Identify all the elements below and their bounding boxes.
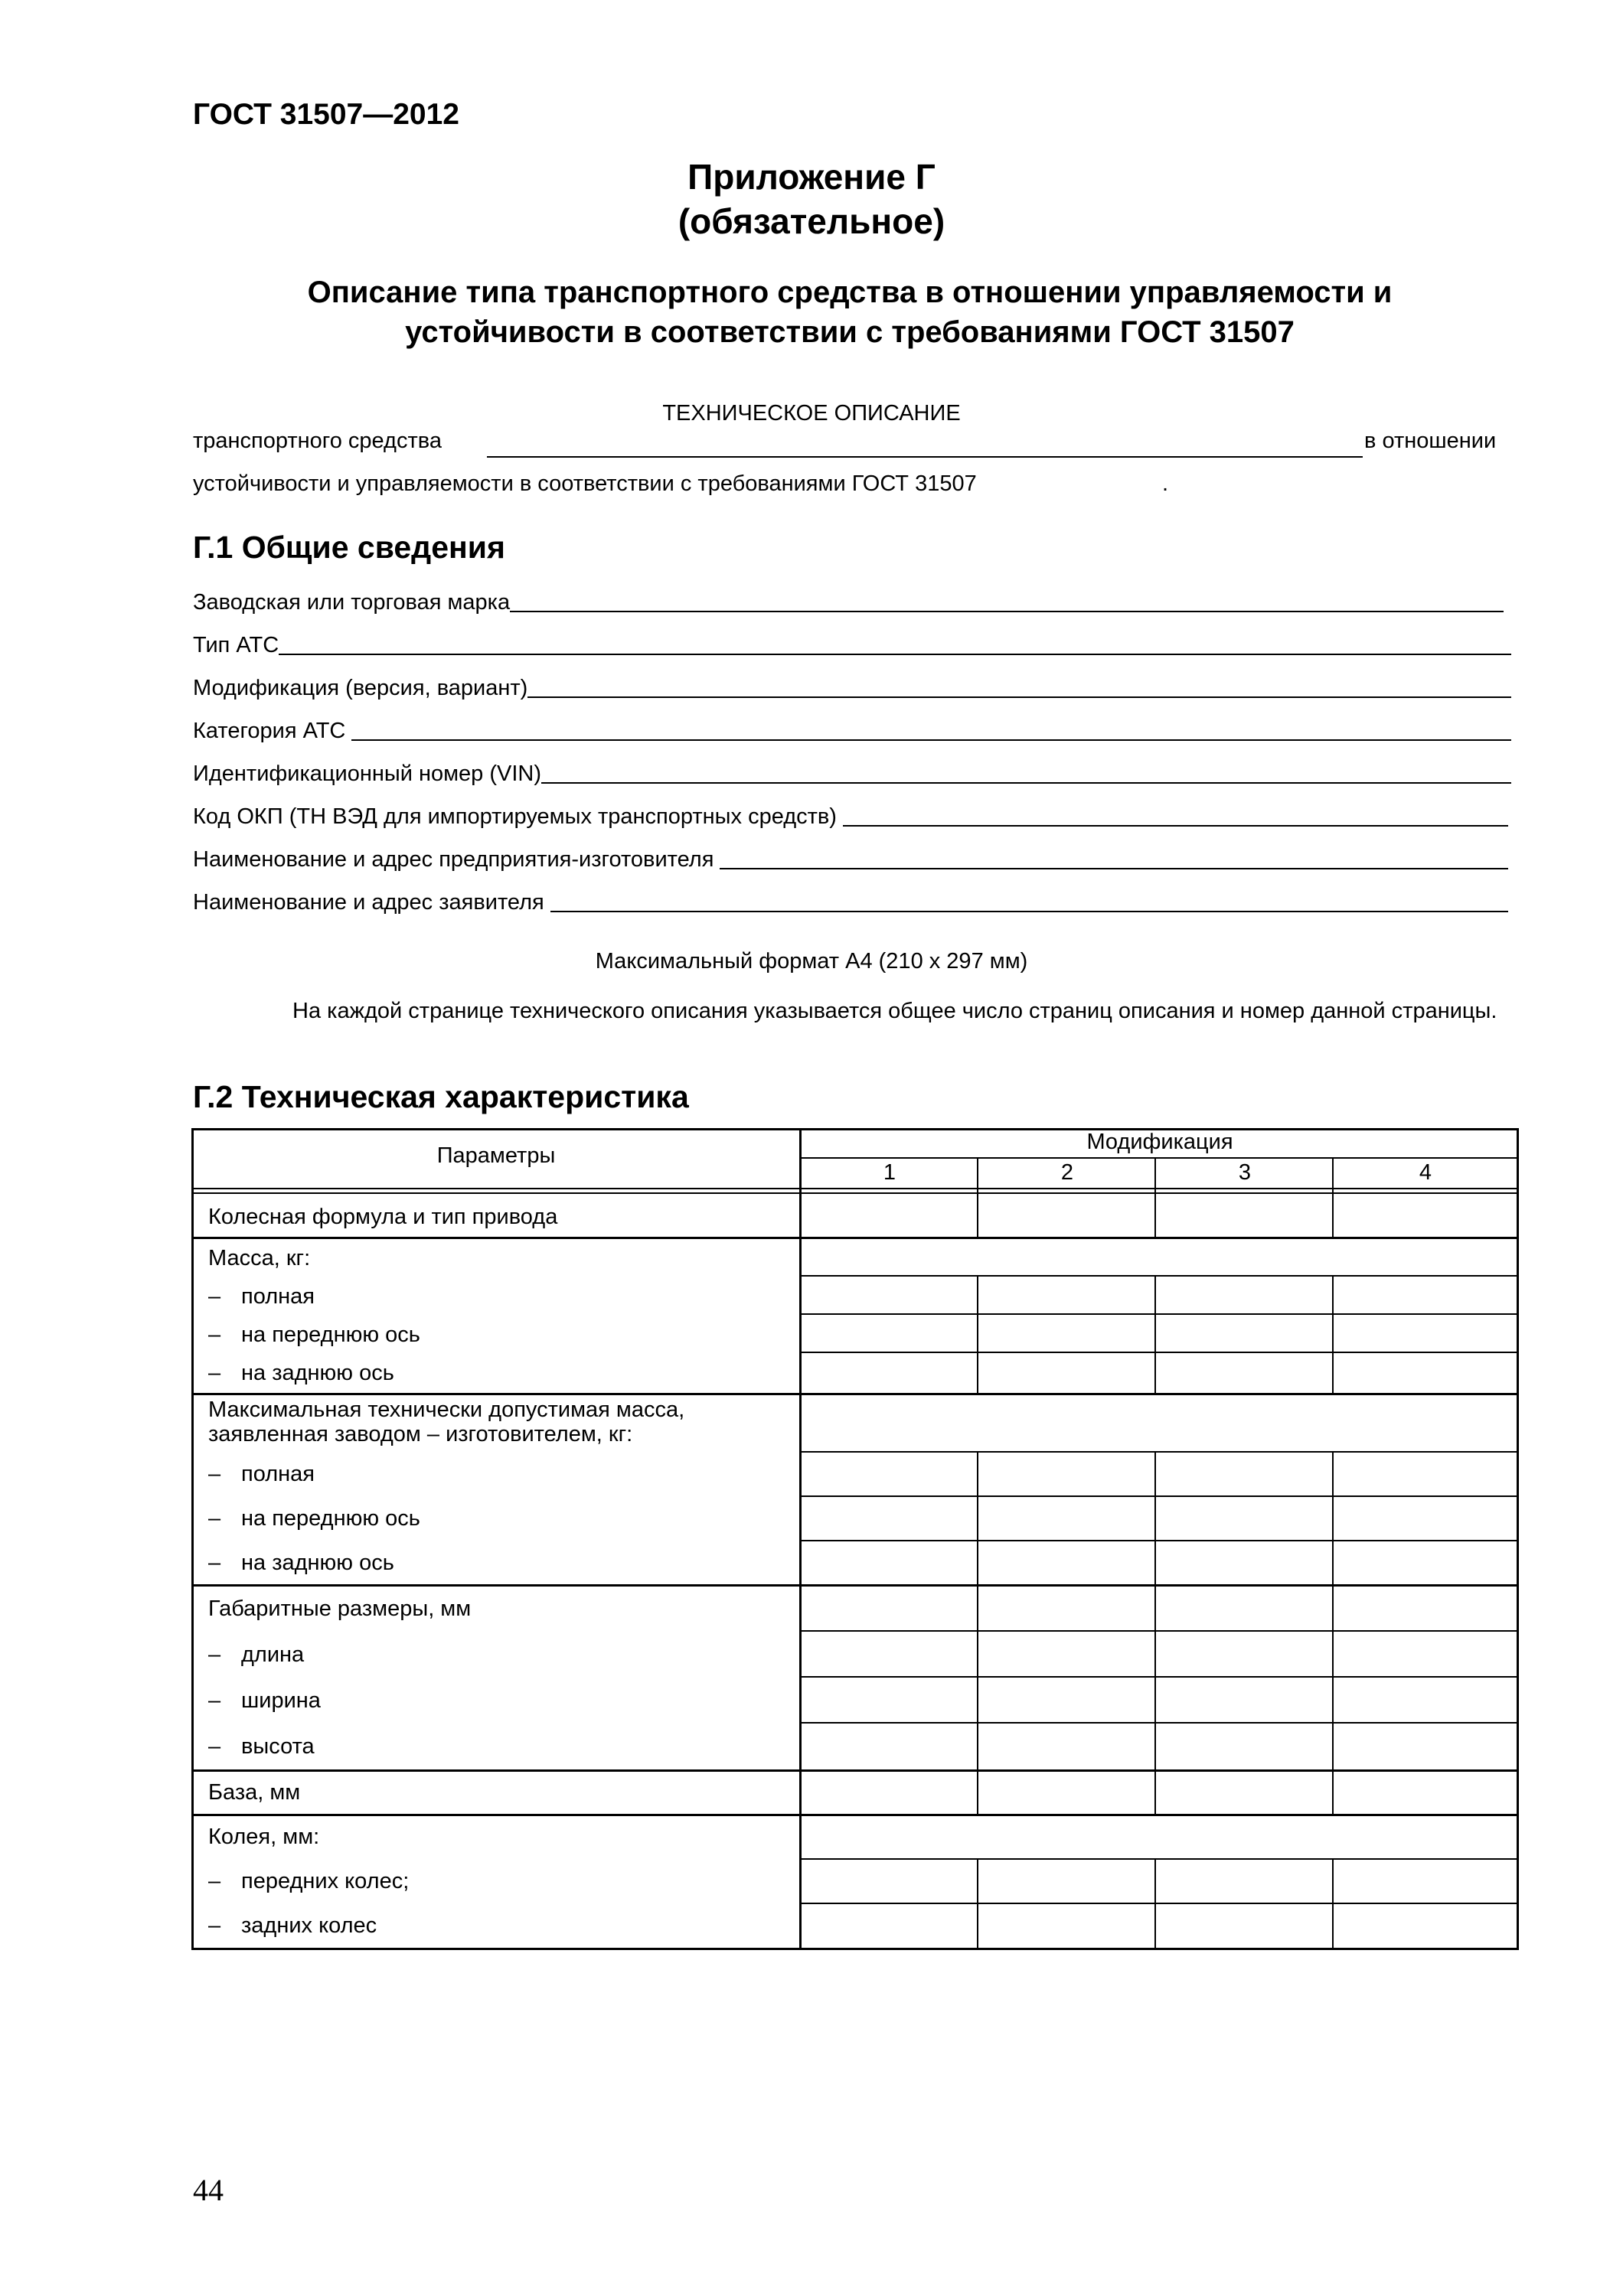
mod-col-3: 3 bbox=[1238, 1160, 1252, 1185]
description-title-line1: Описание типа транспортного средства в отношении управляемости и bbox=[307, 276, 1393, 309]
field-brand-blank[interactable] bbox=[510, 611, 1504, 612]
field-applicant-blank[interactable] bbox=[550, 911, 1508, 912]
appendix-title: Приложение Г bbox=[687, 157, 936, 197]
field-okp-code[interactable] bbox=[193, 799, 1508, 830]
mod-col-1: 1 bbox=[883, 1160, 896, 1185]
field-manufacturer-blank[interactable] bbox=[720, 868, 1508, 869]
row-mass-rear: – на заднюю ось bbox=[208, 1361, 394, 1385]
row-maxmass-line1: Максимальная технически допустимая масса, bbox=[208, 1397, 685, 1422]
row-track-front: – передних колес; bbox=[208, 1869, 410, 1893]
row-track: Колея, мм: bbox=[208, 1825, 320, 1849]
section1-title: Г.1 Общие сведения bbox=[193, 530, 505, 565]
field-type-blank[interactable] bbox=[279, 654, 1511, 655]
section2-title: Г.2 Техническая характеристика bbox=[193, 1079, 689, 1114]
field-manufacturer-label: Наименование и адрес предприятия-изготовителя bbox=[193, 847, 720, 872]
field-type-label: Тип АТС bbox=[193, 633, 279, 657]
tech-line1-left: транспортного средства bbox=[193, 429, 442, 453]
field-modification-label: Модификация (версия, вариант) bbox=[193, 676, 528, 700]
field-manufacturer[interactable] bbox=[193, 842, 1508, 872]
tech-description-heading: ТЕХНИЧЕСКОЕ ОПИСАНИЕ bbox=[662, 401, 961, 426]
field-applicant[interactable] bbox=[193, 885, 1508, 915]
tech-line2-dot: . bbox=[1162, 471, 1169, 496]
row-dims-width: – ширина bbox=[208, 1688, 321, 1713]
row-wheel-formula: Колесная формула и тип привода bbox=[208, 1205, 558, 1229]
field-vin-blank[interactable] bbox=[541, 782, 1511, 784]
page-number: 44 bbox=[193, 2173, 224, 2207]
field-applicant-label: Наименование и адрес заявителя bbox=[193, 890, 550, 915]
description-title-line2: устойчивости в соответствии с требованиями ГОСТ 31507 bbox=[405, 315, 1295, 349]
row-dims-height: – высота bbox=[208, 1734, 315, 1759]
row-mass-front: – на переднюю ось bbox=[208, 1322, 420, 1347]
appendix-subtitle: (обязательное) bbox=[678, 201, 945, 241]
field-modification-blank[interactable] bbox=[527, 696, 1511, 698]
vehicle-name-blank[interactable] bbox=[487, 456, 1363, 458]
field-okp-code-blank[interactable] bbox=[843, 825, 1508, 827]
field-category[interactable] bbox=[193, 713, 1511, 744]
field-category-blank[interactable] bbox=[351, 739, 1511, 741]
row-maxmass-full: – полная bbox=[208, 1462, 315, 1486]
field-brand[interactable] bbox=[193, 585, 1504, 615]
field-vin[interactable] bbox=[193, 756, 1511, 787]
row-dims: Габаритные размеры, мм bbox=[208, 1596, 472, 1621]
page-note: На каждой странице технического описания указывается общее число страниц описания и номер данной страницы. bbox=[292, 999, 1497, 1023]
param-header: Параметры bbox=[436, 1143, 556, 1168]
field-brand-label: Заводская или торговая марка bbox=[193, 590, 511, 615]
tech-characteristics-table bbox=[191, 1128, 1519, 1950]
mod-col-2: 2 bbox=[1060, 1160, 1074, 1185]
field-category-label: Категория АТС bbox=[193, 719, 352, 743]
row-base: База, мм bbox=[208, 1780, 301, 1805]
field-okp-code-label: Код ОКП (ТН ВЭД для импортируемых транспортных средств) bbox=[193, 804, 844, 829]
row-mass-full: – полная bbox=[208, 1284, 315, 1309]
row-maxmass-front: – на переднюю ось bbox=[208, 1506, 420, 1531]
row-maxmass-rear: – на заднюю ось bbox=[208, 1551, 394, 1575]
row-maxmass-line2: заявленная заводом – изготовителем, кг: bbox=[208, 1422, 633, 1446]
row-mass: Масса, кг: bbox=[208, 1246, 311, 1270]
row-dims-length: – длина bbox=[208, 1642, 305, 1667]
format-note: Максимальный формат А4 (210 x 297 мм) bbox=[595, 949, 1028, 974]
mod-header: Модификация bbox=[1086, 1130, 1233, 1154]
mod-col-4: 4 bbox=[1419, 1160, 1432, 1185]
field-vin-label: Идентификационный номер (VIN) bbox=[193, 762, 542, 786]
tech-line2: устойчивости и управляемости в соответствии с требованиями ГОСТ 31507 bbox=[193, 471, 977, 496]
field-modification[interactable] bbox=[193, 670, 1511, 701]
document-code: ГОСТ 31507—2012 bbox=[193, 98, 459, 131]
field-type[interactable] bbox=[193, 628, 1511, 658]
row-track-rear: – задних колес bbox=[208, 1913, 377, 1938]
tech-line1-right: в отношении bbox=[1364, 429, 1497, 453]
